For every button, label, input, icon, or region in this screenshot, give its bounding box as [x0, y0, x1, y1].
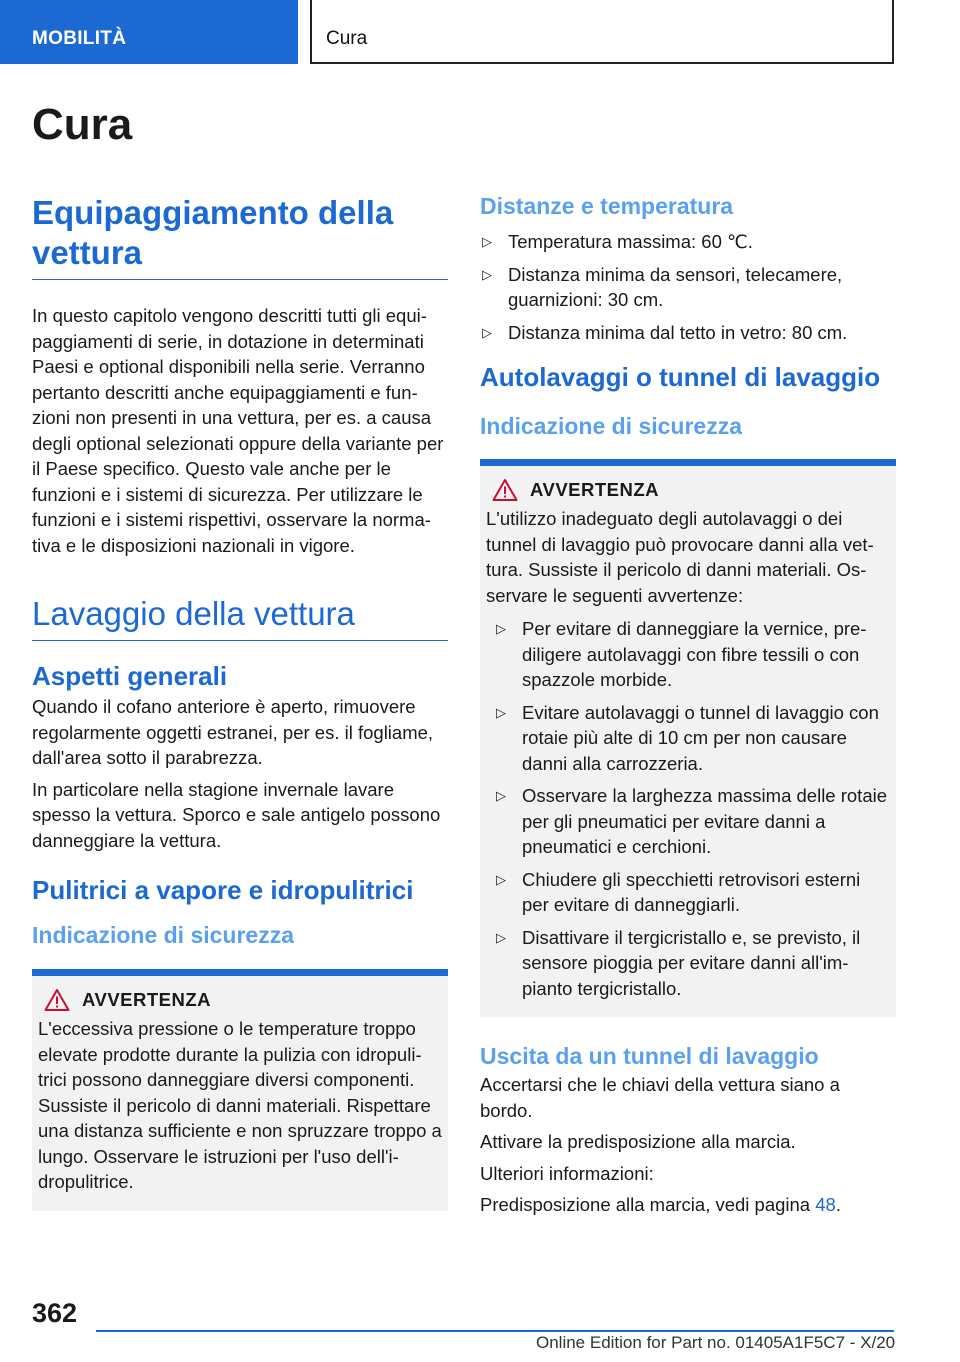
wash-rule	[32, 640, 448, 641]
header-title: Cura	[326, 28, 368, 49]
general-heading: Aspetti generali	[32, 661, 228, 691]
general-paragraph-1: Quando il cofano anteriore è aperto, rimuovere regolarmente oggetti estranei, per es. il fogliame, dall'area sotto il parabrezza.	[32, 696, 434, 768]
triangle-bullet-icon: ▷	[496, 621, 506, 636]
general-paragraph-2: In particolare nella stagione invernale lavare spesso la vettura. Sporco e sale antigelo possono danneggiare la vettura.	[32, 778, 441, 851]
header-title-box	[310, 0, 894, 64]
exit-paragraph-3: Ulteriori informazioni:	[480, 1162, 654, 1184]
warning-list	[486, 616, 890, 1001]
list-item: ▷ Temperatura massima: 60 ℃.	[480, 229, 896, 255]
safety-heading-left: Indicazione di sicurezza	[32, 922, 295, 948]
triangle-bullet-icon: ▷	[496, 788, 506, 803]
list-item: ▷ Disattivare il tergicristallo e, se previsto, il sensore pioggia per evitare danni all'impianto tergicristallo.	[496, 926, 861, 999]
distances-list	[480, 229, 896, 345]
carwash-heading: Autolavaggi o tunnel di lavaggio	[480, 362, 881, 392]
warning-header-left	[38, 988, 442, 1012]
page-number: 362	[32, 1298, 78, 1328]
footer-rule	[96, 1330, 894, 1332]
triangle-bullet-icon: ▷	[482, 324, 492, 340]
warning-bar-left	[32, 969, 448, 976]
warning-bar-right	[480, 459, 896, 466]
warning-text-left: L'eccessiva pressione o le temperature troppo elevate prodotte durante la pulizia con idropulitrici possono danneggiare diversi componenti. Sussiste il pericolo di danni materiali. Rispettare una distanza sufficiente e non spruzzare troppo a lungo. Osservare le istruzioni per l'uso dell'idropulitrice.	[38, 1018, 442, 1192]
warning-label-right: AVVERTENZA	[530, 479, 660, 500]
list-item: ▷ Distanza minima da sensori, telecamere, guarnizioni: 30 cm.	[482, 263, 843, 310]
wash-heading: Lavaggio della vettura	[32, 595, 355, 632]
equip-paragraph: In questo capitolo vengono descritti tutti gli equipaggiamenti di serie, in dotazione in determinati Paesi e optional disponibili nella serie. Verranno pertanto descritti anche equipaggiamenti e funzioni non presenti in una vettura, per es. a causa degli optional selezionati oppure della variante per il Paese specifico. Questo vale anche per le funzioni e i sistemi di sicurezza. Per utilizzare le funzioni e i sistemi rispettivi, osservare la normativa e le disposizioni nazionali in vigore.	[32, 305, 444, 556]
steam-heading: Pulitrici a vapore e idropulitrici	[32, 875, 414, 905]
triangle-bullet-icon: ▷	[496, 704, 506, 720]
triangle-bullet-icon: ▷	[482, 234, 492, 249]
equip-rule	[32, 279, 448, 280]
header-section-tab	[0, 0, 298, 64]
exit-paragraph-4: Predisposizione alla marcia, vedi pagina 48.	[480, 1194, 841, 1215]
warning-box-left	[32, 976, 448, 1211]
exit-paragraph-2: Attivare la predisposizione alla marcia.	[480, 1131, 796, 1152]
warning-label-left: AVVERTENZA	[82, 989, 212, 1010]
left-column	[32, 193, 448, 1211]
warning-box-right	[480, 466, 896, 1017]
page-title: Cura	[32, 100, 133, 149]
page-link[interactable]: 48	[815, 1194, 836, 1215]
exit-paragraph-1: Accertarsi che le chiavi della vettura siano a bordo.	[480, 1074, 840, 1121]
list-item: ▷ Osservare la larghezza massima delle rotaie per gli pneumatici per evitare danni a pneumatici e cerchioni.	[496, 785, 888, 857]
right-column	[480, 193, 896, 1218]
triangle-bullet-icon: ▷	[496, 929, 506, 945]
warning-text-right: L'utilizzo inadeguato degli autolavaggi o dei tunnel di lavaggio può provocare danni alla vettura. Sussiste il pericolo di danni materiali. Osservare le seguenti avvertenze:	[486, 508, 874, 606]
warning-triangle-icon	[44, 988, 70, 1012]
footer-edition: Online Edition for Part no. 01405A1F5C7 - X/20	[536, 1333, 896, 1352]
triangle-bullet-icon: ▷	[496, 871, 506, 887]
distances-heading: Distanze e temperatura	[480, 193, 734, 219]
exit-heading: Uscita da un tunnel di lavaggio	[480, 1043, 819, 1069]
list-item: ▷ Chiudere gli specchietti retrovisori esterni per evitare di danneggiarli.	[496, 868, 861, 915]
list-item: ▷ Evitare autolavaggi o tunnel di lavaggio con rotaie più alte di 10 cm per non causare danni alla carrozzeria.	[496, 701, 879, 774]
list-item: ▷ Distanza minima dal tetto in vetro: 80 cm.	[480, 320, 896, 346]
equip-heading: Equipaggiamento della vettura	[32, 194, 394, 271]
list-item: ▷ Per evitare di danneggiare la vernice, prediligere autolavaggi con fibre tessili o con spazzole morbide.	[496, 618, 867, 690]
header-section-label: MOBILITÀ	[32, 28, 127, 49]
safety-heading-right: Indicazione di sicurezza	[480, 413, 743, 439]
triangle-bullet-icon: ▷	[482, 266, 492, 282]
warning-triangle-icon	[492, 478, 518, 502]
warning-header-right	[486, 478, 890, 502]
